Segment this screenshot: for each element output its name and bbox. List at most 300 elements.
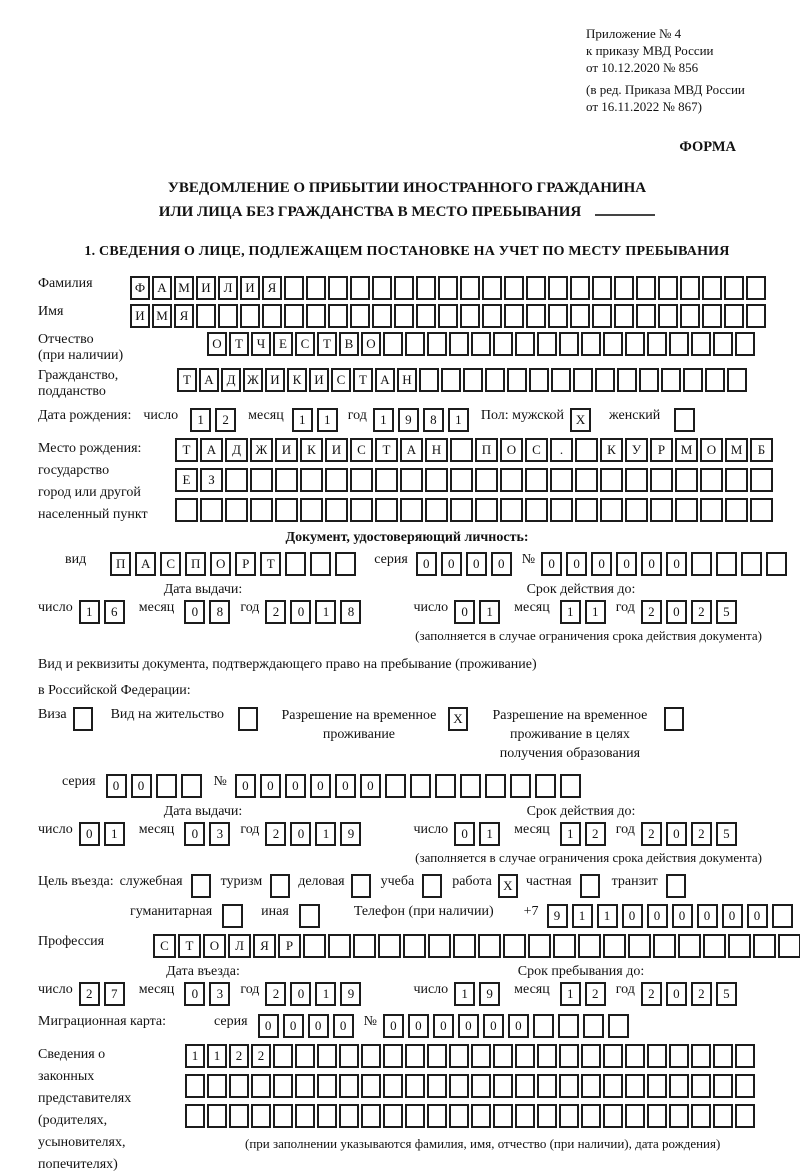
char-cell <box>725 468 748 492</box>
char-cell <box>310 552 331 576</box>
char-cell <box>533 1014 554 1038</box>
char-cell <box>475 468 498 492</box>
char-cell <box>560 774 581 798</box>
appendix-line-2: к приказу МВД России <box>586 42 714 58</box>
char-cell <box>328 276 348 300</box>
char-cell <box>378 934 401 958</box>
edu-permit-label: Разрешение на временное проживание в целях получения образования <box>492 707 648 761</box>
char-cell <box>592 276 612 300</box>
char-cell <box>746 276 766 300</box>
char-cell <box>449 1044 469 1068</box>
char-cell <box>713 1044 733 1068</box>
char-cell: 3 <box>209 982 230 1006</box>
char-cell: Р <box>650 438 673 462</box>
char-cell <box>394 276 414 300</box>
char-cell <box>753 934 776 958</box>
char-cell <box>603 1044 623 1068</box>
char-cell: У <box>625 438 648 462</box>
char-cell: М <box>675 438 698 462</box>
char-cell: 0 <box>647 904 668 928</box>
forma-label: ФОРМА <box>679 139 736 156</box>
entry-year <box>265 982 365 1006</box>
char-cell <box>625 332 645 356</box>
char-cell <box>405 1104 425 1128</box>
char-cell <box>525 468 548 492</box>
char-cell: 1 <box>373 408 394 432</box>
char-cell: 2 <box>265 982 286 1006</box>
char-cell: И <box>240 276 260 300</box>
char-cell <box>181 774 202 798</box>
char-cell <box>537 332 557 356</box>
char-cell <box>273 1044 293 1068</box>
char-cell <box>353 934 376 958</box>
entry-dates-row <box>38 982 776 1006</box>
char-cell: 0 <box>308 1014 329 1038</box>
char-cell <box>339 1044 359 1068</box>
purpose-row-1 <box>38 874 776 898</box>
char-cell <box>218 304 238 328</box>
char-cell: 1 <box>560 982 581 1006</box>
char-cell <box>471 332 491 356</box>
char-cell <box>191 874 211 898</box>
char-cell <box>285 552 306 576</box>
char-cell <box>229 1104 249 1128</box>
char-cell <box>537 1074 557 1098</box>
purpose-row-2 <box>38 904 776 928</box>
char-cell <box>295 1074 315 1098</box>
char-cell: 0 <box>466 552 487 576</box>
doc-issue-day <box>79 600 129 624</box>
entry-month <box>184 982 234 1006</box>
char-cell: И <box>196 276 216 300</box>
char-cell <box>669 332 689 356</box>
char-cell: Л <box>228 934 251 958</box>
char-cell <box>580 874 600 898</box>
char-cell <box>394 304 414 328</box>
month-word: месяц <box>514 981 550 997</box>
char-cell: 0 <box>416 552 437 576</box>
char-cell: 0 <box>283 1014 304 1038</box>
char-cell: 1 <box>572 904 593 928</box>
char-cell <box>438 276 458 300</box>
year-word: год <box>615 981 635 997</box>
char-cell <box>581 1104 601 1128</box>
permit-dates-row <box>38 822 776 846</box>
char-cell: 2 <box>79 982 100 1006</box>
char-cell <box>422 874 442 898</box>
char-cell <box>658 304 678 328</box>
char-cell: 9 <box>479 982 500 1006</box>
char-cell: А <box>375 368 395 392</box>
char-cell <box>441 368 461 392</box>
surname-cells <box>130 276 768 300</box>
char-cell <box>603 1104 623 1128</box>
purpose-official-checkbox <box>191 874 213 898</box>
char-cell <box>750 498 773 522</box>
char-cell <box>614 276 634 300</box>
char-cell: 0 <box>408 1014 429 1038</box>
char-cell <box>526 304 546 328</box>
char-cell: Д <box>221 368 241 392</box>
year-word: год <box>240 981 260 997</box>
char-cell: 0 <box>290 982 311 1006</box>
char-cell <box>229 1074 249 1098</box>
char-cell: 0 <box>666 822 687 846</box>
char-cell: 9 <box>398 408 419 432</box>
char-cell <box>595 368 615 392</box>
char-cell: 1 <box>315 982 336 1006</box>
legal-row2-cells <box>185 1074 757 1098</box>
char-cell: П <box>475 438 498 462</box>
char-cell <box>275 468 298 492</box>
doc-type-cells <box>110 552 360 576</box>
char-cell: 5 <box>716 822 737 846</box>
doc-valid-year <box>641 600 741 624</box>
char-cell <box>449 1074 469 1098</box>
name-cells <box>130 304 768 328</box>
char-cell: 1 <box>207 1044 227 1068</box>
char-cell: 0 <box>79 822 100 846</box>
char-cell <box>515 1074 535 1098</box>
name-row <box>38 304 776 328</box>
char-cell <box>450 498 473 522</box>
char-cell <box>300 498 323 522</box>
char-cell: 0 <box>360 774 381 798</box>
citizenship-cells <box>177 368 749 392</box>
doc-valid-month <box>560 600 610 624</box>
char-cell: 0 <box>454 600 475 624</box>
char-cell <box>675 498 698 522</box>
month-word: месяц <box>138 600 175 616</box>
char-cell <box>669 1074 689 1098</box>
char-cell: 9 <box>547 904 568 928</box>
char-cell: М <box>152 304 172 328</box>
citizenship-row <box>38 368 776 400</box>
char-cell: Т <box>353 368 373 392</box>
char-cell <box>548 276 568 300</box>
char-cell: И <box>265 368 285 392</box>
purpose-study-label: учеба <box>380 873 415 889</box>
permit-intro <box>38 652 776 702</box>
char-cell: П <box>110 552 131 576</box>
char-cell <box>273 1074 293 1098</box>
char-cell: Т <box>175 438 198 462</box>
migration-series-cells <box>258 1014 358 1038</box>
char-cell <box>680 304 700 328</box>
char-cell: С <box>153 934 176 958</box>
char-cell <box>766 552 787 576</box>
char-cell: 0 <box>335 774 356 798</box>
char-cell <box>460 304 480 328</box>
doc-number-cells <box>541 552 791 576</box>
char-cell <box>551 368 571 392</box>
char-cell <box>702 276 722 300</box>
char-cell: К <box>600 438 623 462</box>
form-title-line-2: ИЛИ ЛИЦА БЕЗ ГРАЖДАНСТВА В МЕСТО ПРЕБЫВАНИЯ <box>158 204 582 221</box>
char-cell: П <box>185 552 206 576</box>
permit-date-captions <box>38 804 776 820</box>
char-cell: О <box>203 934 226 958</box>
char-cell <box>284 276 304 300</box>
char-cell: 1 <box>448 408 469 432</box>
blank-underline <box>595 214 655 216</box>
char-cell <box>400 468 423 492</box>
char-cell <box>460 276 480 300</box>
char-cell <box>493 1044 513 1068</box>
char-cell <box>575 468 598 492</box>
appendix-line-5: от 16.11.2022 № 867) <box>586 98 703 114</box>
char-cell: 0 <box>441 552 462 576</box>
char-cell <box>666 874 686 898</box>
char-cell: 6 <box>104 600 125 624</box>
char-cell <box>735 1074 755 1098</box>
char-cell: 2 <box>641 982 662 1006</box>
birthplace-row1-cells <box>175 438 775 462</box>
year-word: год <box>347 408 367 424</box>
char-cell: 2 <box>641 822 662 846</box>
char-cell <box>700 468 723 492</box>
char-cell <box>528 934 551 958</box>
char-cell <box>515 332 535 356</box>
until-day <box>454 982 504 1006</box>
purpose-label: Цель въезда: <box>38 873 114 889</box>
char-cell: 0 <box>666 600 687 624</box>
doc-issue-caption: Дата выдачи: <box>163 582 243 598</box>
char-cell <box>778 934 800 958</box>
doc-number-word: № <box>521 552 536 568</box>
char-cell: 1 <box>315 822 336 846</box>
purpose-tourism-checkbox <box>270 874 292 898</box>
legal-representatives-label: Сведения о законных представителях (родителях, усыновителях, попечителях) <box>38 1046 132 1172</box>
permit-issue-day <box>79 822 129 846</box>
char-cell <box>683 368 703 392</box>
permit-series-row <box>38 774 776 798</box>
day-word: число <box>143 408 179 424</box>
doc-valid-caption: Срок действия до: <box>526 582 636 598</box>
purpose-private-checkbox <box>580 874 602 898</box>
day-word: число <box>38 981 73 997</box>
char-cell <box>295 1044 315 1068</box>
char-cell: З <box>200 468 223 492</box>
char-cell: А <box>200 438 223 462</box>
char-cell <box>306 304 326 328</box>
char-cell <box>295 1104 315 1128</box>
char-cell <box>350 468 373 492</box>
char-cell <box>575 498 598 522</box>
char-cell: 0 <box>747 904 768 928</box>
char-cell: 1 <box>104 822 125 846</box>
char-cell <box>350 498 373 522</box>
birth-month-cells <box>292 408 342 432</box>
char-cell <box>570 304 590 328</box>
doc-series-word: серия <box>374 552 408 568</box>
char-cell <box>207 1074 227 1098</box>
char-cell <box>570 276 590 300</box>
char-cell <box>372 276 392 300</box>
char-cell: К <box>287 368 307 392</box>
char-cell: X <box>498 874 518 898</box>
char-cell <box>550 468 573 492</box>
purpose-business-checkbox <box>351 874 373 898</box>
char-cell: 2 <box>691 982 712 1006</box>
char-cell <box>478 934 501 958</box>
char-cell: Р <box>235 552 256 576</box>
char-cell <box>325 468 348 492</box>
char-cell <box>578 934 601 958</box>
char-cell <box>510 774 531 798</box>
char-cell <box>383 1104 403 1128</box>
char-cell <box>450 468 473 492</box>
char-cell <box>225 498 248 522</box>
char-cell <box>678 934 701 958</box>
purpose-work-checkbox <box>498 874 520 898</box>
char-cell <box>617 368 637 392</box>
profession-cells <box>153 934 800 958</box>
month-word: месяц <box>138 821 175 837</box>
char-cell <box>625 1104 645 1128</box>
char-cell: 1 <box>315 600 336 624</box>
char-cell: 1 <box>585 600 606 624</box>
char-cell <box>185 1074 205 1098</box>
char-cell: 0 <box>622 904 643 928</box>
char-cell: 7 <box>104 982 125 1006</box>
char-cell <box>419 368 439 392</box>
char-cell <box>650 498 673 522</box>
char-cell <box>375 498 398 522</box>
day-word: число <box>38 821 73 837</box>
char-cell: 0 <box>616 552 637 576</box>
char-cell <box>427 1104 447 1128</box>
char-cell <box>639 368 659 392</box>
purpose-tourism-label: туризм <box>220 873 263 889</box>
year-word: год <box>615 821 635 837</box>
char-cell <box>526 276 546 300</box>
permit-valid-day <box>454 822 504 846</box>
month-word: месяц <box>248 408 284 424</box>
char-cell: 0 <box>722 904 743 928</box>
char-cell <box>741 552 762 576</box>
doc-series-cells <box>416 552 516 576</box>
char-cell <box>225 468 248 492</box>
visa-checkbox <box>73 707 95 731</box>
char-cell: 5 <box>716 982 737 1006</box>
char-cell <box>500 498 523 522</box>
char-cell: 0 <box>672 904 693 928</box>
char-cell <box>603 332 623 356</box>
char-cell: 0 <box>454 822 475 846</box>
char-cell: Л <box>218 276 238 300</box>
char-cell <box>525 498 548 522</box>
migration-number-word: № <box>363 1013 377 1029</box>
char-cell: 0 <box>184 600 205 624</box>
char-cell <box>200 498 223 522</box>
birth-year-cells <box>373 408 473 432</box>
char-cell <box>317 1104 337 1128</box>
birthplace-row3-cells <box>175 498 775 522</box>
char-cell: 8 <box>423 408 444 432</box>
doc-issue-month <box>184 600 234 624</box>
patronymic-label: Отчество (при наличии) <box>38 332 124 364</box>
profession-label: Профессия <box>38 933 105 949</box>
char-cell: 0 <box>184 982 205 1006</box>
char-cell <box>328 304 348 328</box>
char-cell <box>661 368 681 392</box>
char-cell: С <box>160 552 181 576</box>
year-word: год <box>240 821 260 837</box>
char-cell: А <box>135 552 156 576</box>
char-cell <box>262 304 282 328</box>
char-cell <box>537 1104 557 1128</box>
birthplace-row2-cells <box>175 468 775 492</box>
char-cell <box>425 498 448 522</box>
char-cell <box>435 774 456 798</box>
char-cell <box>493 1104 513 1128</box>
char-cell <box>625 1044 645 1068</box>
char-cell <box>691 1074 711 1098</box>
char-cell <box>383 1074 403 1098</box>
name-label: Имя <box>38 304 64 320</box>
char-cell: 0 <box>541 552 562 576</box>
char-cell <box>535 774 556 798</box>
char-cell <box>515 1044 535 1068</box>
char-cell <box>299 904 320 928</box>
char-cell <box>405 1074 425 1098</box>
char-cell: 0 <box>666 552 687 576</box>
day-word: число <box>413 981 449 997</box>
char-cell <box>427 332 447 356</box>
phone-cells <box>547 904 797 928</box>
char-cell <box>691 1044 711 1068</box>
permit-intro-line1: Вид и реквизиты документа, подтверждающего право на пребывание (проживание) <box>38 657 537 673</box>
purpose-study-checkbox <box>422 874 444 898</box>
char-cell <box>339 1074 359 1098</box>
char-cell <box>361 1044 381 1068</box>
char-cell: Т <box>375 438 398 462</box>
char-cell <box>361 1104 381 1128</box>
char-cell <box>351 874 371 898</box>
char-cell: Т <box>177 368 197 392</box>
char-cell: 0 <box>566 552 587 576</box>
char-cell: 0 <box>641 552 662 576</box>
char-cell <box>73 707 93 731</box>
patronymic-row <box>38 332 776 364</box>
purpose-other-checkbox <box>299 904 324 928</box>
phone-prefix: +7 <box>523 903 539 919</box>
purpose-business-label: деловая <box>298 873 345 889</box>
char-cell: 2 <box>229 1044 249 1068</box>
char-cell: 2 <box>641 600 662 624</box>
entry-date-captions <box>38 964 776 980</box>
visa-label: Виза <box>38 706 67 722</box>
char-cell <box>746 304 766 328</box>
char-cell: 0 <box>458 1014 479 1038</box>
char-cell: 1 <box>317 408 338 432</box>
char-cell <box>425 468 448 492</box>
char-cell: Ж <box>250 438 273 462</box>
char-cell: И <box>130 304 150 328</box>
char-cell <box>482 276 502 300</box>
char-cell: Ж <box>243 368 263 392</box>
char-cell <box>383 332 403 356</box>
char-cell <box>504 276 524 300</box>
char-cell <box>175 498 198 522</box>
char-cell <box>713 332 733 356</box>
section1-title: 1. СВЕДЕНИЯ О ЛИЦЕ, ПОДЛЕЖАЩЕМ ПОСТАНОВКЕ НА УЧЕТ ПО МЕСТУ ПРЕБЫВАНИЯ <box>84 244 730 260</box>
char-cell: 2 <box>691 822 712 846</box>
char-cell: X <box>570 408 591 432</box>
char-cell <box>727 368 747 392</box>
char-cell: 0 <box>235 774 256 798</box>
